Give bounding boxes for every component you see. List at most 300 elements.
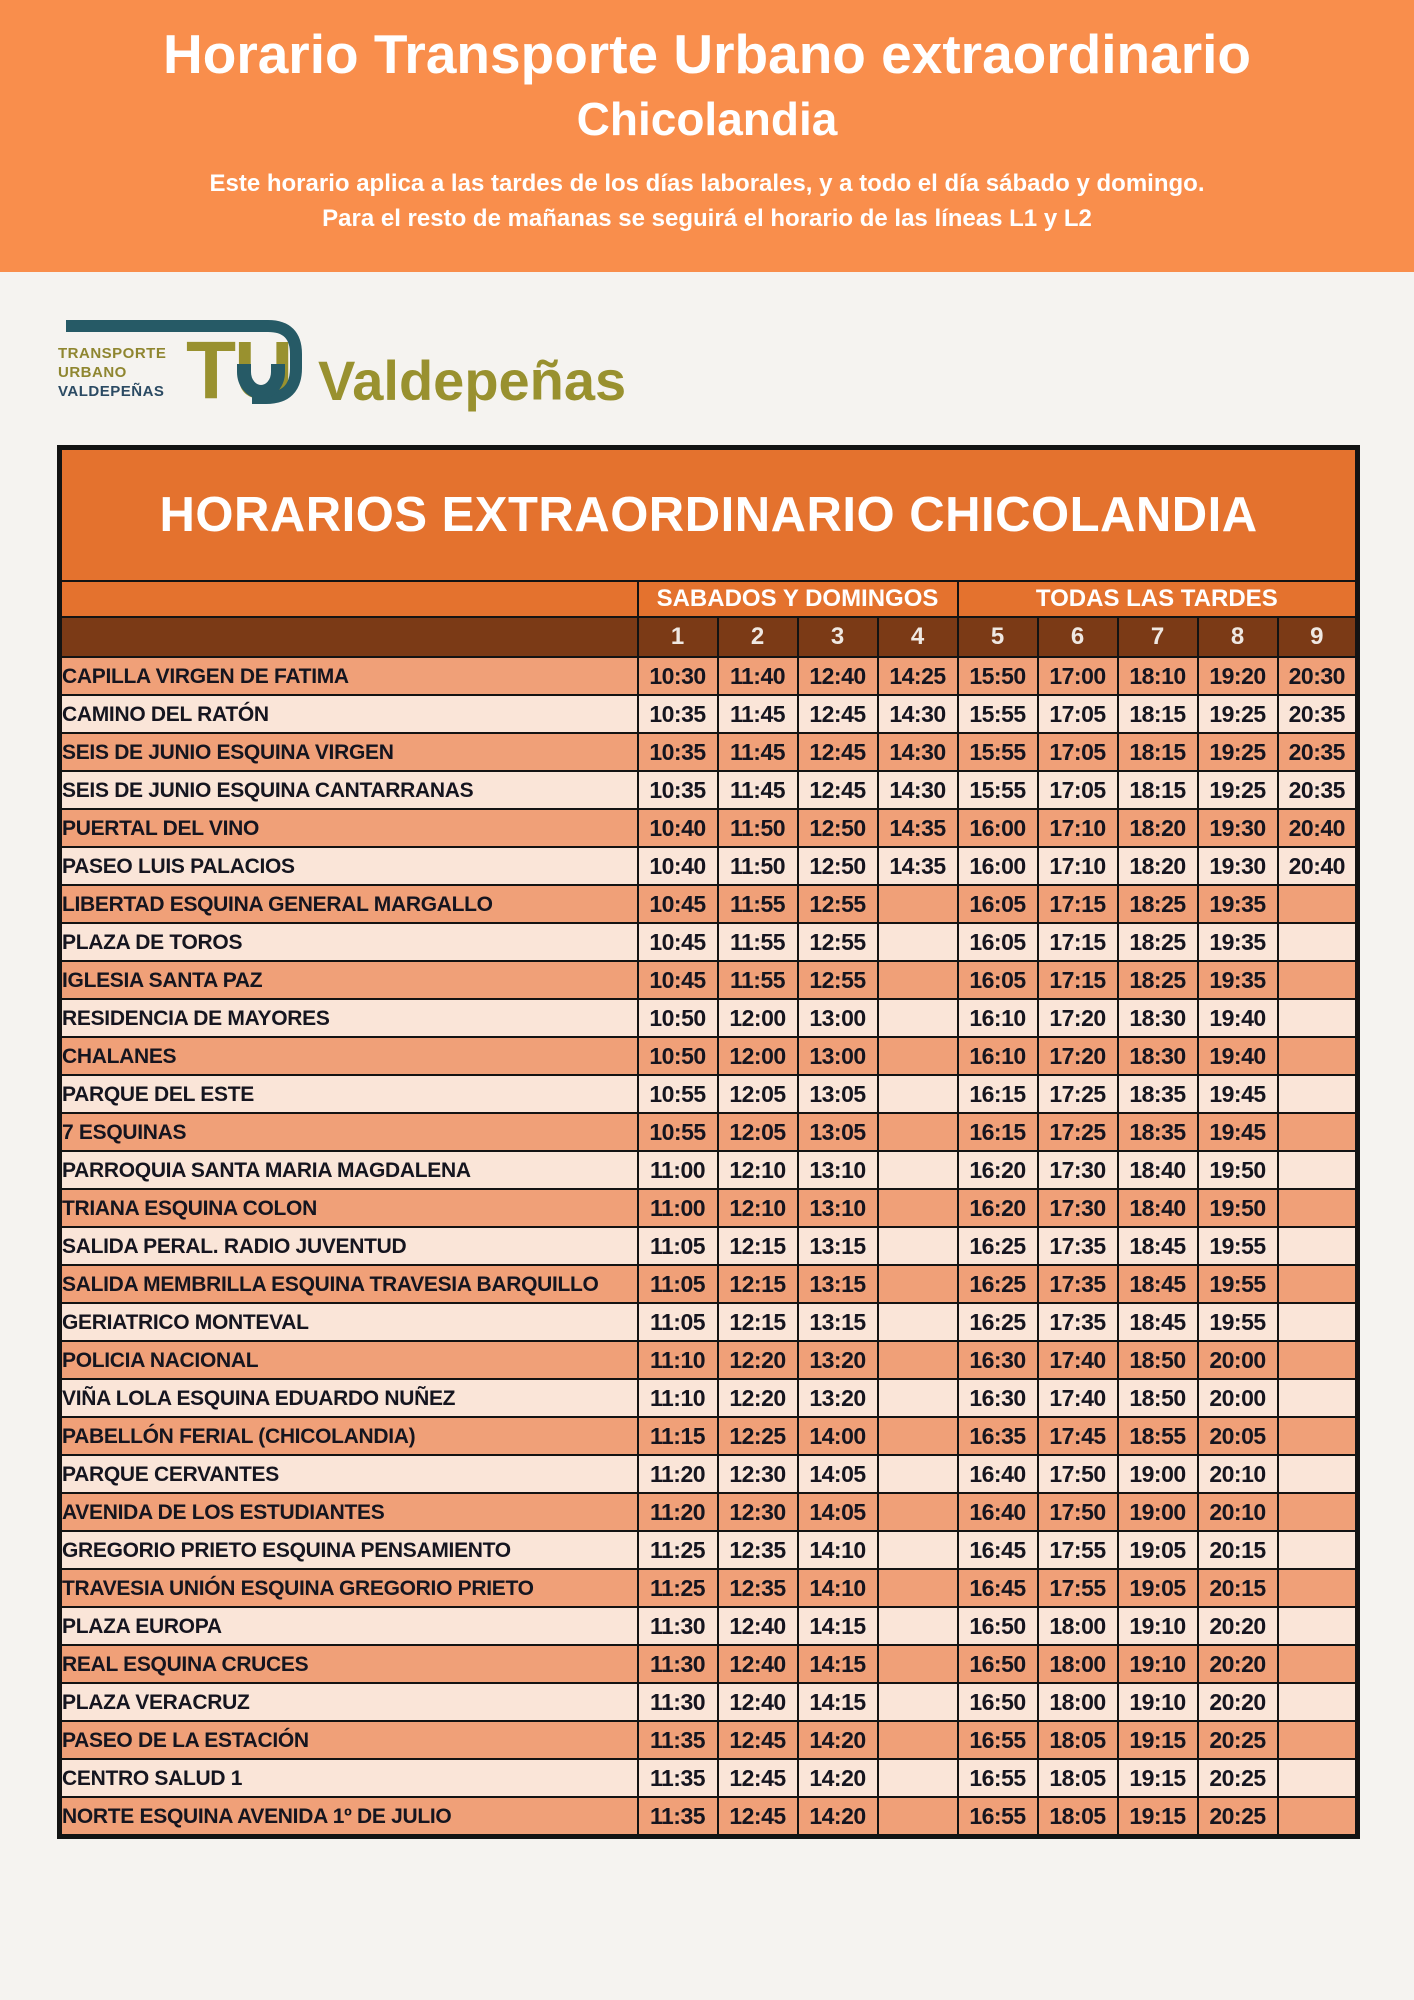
time-cell: 19:30 bbox=[1198, 847, 1278, 885]
time-cell: 12:45 bbox=[798, 695, 878, 733]
time-cell: 12:45 bbox=[798, 733, 878, 771]
column-number: 6 bbox=[1038, 617, 1118, 657]
time-cell: 14:30 bbox=[878, 733, 958, 771]
table-row bbox=[60, 733, 1358, 771]
empty-time-cell bbox=[1278, 1113, 1358, 1151]
empty-time-cell bbox=[878, 1189, 958, 1227]
time-cell: 17:20 bbox=[1038, 1037, 1118, 1075]
time-cell: 14:05 bbox=[798, 1455, 878, 1493]
column-number: 2 bbox=[718, 617, 798, 657]
table-row bbox=[60, 1303, 1358, 1341]
time-cell: 14:25 bbox=[878, 657, 958, 695]
time-cell: 12:55 bbox=[798, 961, 878, 999]
column-number: 4 bbox=[878, 617, 958, 657]
empty-time-cell bbox=[1278, 1645, 1358, 1683]
time-cell: 12:05 bbox=[718, 1113, 798, 1151]
time-cell: 16:40 bbox=[958, 1455, 1038, 1493]
empty-time-cell bbox=[878, 961, 958, 999]
time-cell: 15:55 bbox=[958, 771, 1038, 809]
time-cell: 17:50 bbox=[1038, 1455, 1118, 1493]
stop-name-cell: PUERTAL DEL VINO bbox=[60, 809, 638, 847]
time-cell: 11:50 bbox=[718, 847, 798, 885]
stop-name-cell: CENTRO SALUD 1 bbox=[60, 1759, 638, 1797]
table-row bbox=[60, 923, 1358, 961]
time-cell: 18:40 bbox=[1118, 1151, 1198, 1189]
time-cell: 14:20 bbox=[798, 1721, 878, 1759]
time-cell: 19:10 bbox=[1118, 1683, 1198, 1721]
time-cell: 14:20 bbox=[798, 1759, 878, 1797]
time-cell: 19:45 bbox=[1198, 1113, 1278, 1151]
stop-column-spacer bbox=[60, 581, 638, 617]
time-cell: 20:00 bbox=[1198, 1379, 1278, 1417]
time-cell: 11:05 bbox=[638, 1227, 718, 1265]
time-cell: 16:20 bbox=[958, 1151, 1038, 1189]
time-cell: 17:15 bbox=[1038, 885, 1118, 923]
time-cell: 17:15 bbox=[1038, 961, 1118, 999]
time-cell: 12:40 bbox=[718, 1607, 798, 1645]
time-cell: 12:55 bbox=[798, 885, 878, 923]
time-cell: 12:45 bbox=[718, 1721, 798, 1759]
time-cell: 16:55 bbox=[958, 1759, 1038, 1797]
time-cell: 18:40 bbox=[1118, 1189, 1198, 1227]
time-cell: 14:30 bbox=[878, 695, 958, 733]
time-cell: 13:05 bbox=[798, 1075, 878, 1113]
time-cell: 11:45 bbox=[718, 733, 798, 771]
time-cell: 12:05 bbox=[718, 1075, 798, 1113]
group-header-weekend: SABADOS Y DOMINGOS bbox=[638, 581, 958, 617]
time-cell: 11:40 bbox=[718, 657, 798, 695]
time-cell: 13:00 bbox=[798, 1037, 878, 1075]
time-cell: 18:50 bbox=[1118, 1341, 1198, 1379]
bus-route-logo-icon bbox=[56, 306, 676, 426]
time-cell: 18:25 bbox=[1118, 961, 1198, 999]
time-cell: 16:50 bbox=[958, 1683, 1038, 1721]
empty-time-cell bbox=[878, 1037, 958, 1075]
empty-time-cell bbox=[878, 1683, 958, 1721]
time-cell: 17:15 bbox=[1038, 923, 1118, 961]
time-cell: 18:10 bbox=[1118, 657, 1198, 695]
time-cell: 20:25 bbox=[1198, 1797, 1278, 1837]
empty-time-cell bbox=[1278, 1189, 1358, 1227]
time-cell: 12:15 bbox=[718, 1265, 798, 1303]
timetable-table bbox=[57, 445, 1360, 1839]
table-row bbox=[60, 847, 1358, 885]
schedule-note-2: Para el resto de mañanas se seguirá el horario de las líneas L1 y L2 bbox=[322, 204, 1092, 232]
time-cell: 17:55 bbox=[1038, 1569, 1118, 1607]
empty-time-cell bbox=[1278, 1037, 1358, 1075]
time-cell: 13:20 bbox=[798, 1379, 878, 1417]
time-cell: 19:20 bbox=[1198, 657, 1278, 695]
stop-name-cell: IGLESIA SANTA PAZ bbox=[60, 961, 638, 999]
time-cell: 18:30 bbox=[1118, 999, 1198, 1037]
empty-time-cell bbox=[878, 1265, 958, 1303]
column-number: 5 bbox=[958, 617, 1038, 657]
time-cell: 12:45 bbox=[718, 1797, 798, 1837]
empty-time-cell bbox=[878, 1455, 958, 1493]
time-cell: 19:25 bbox=[1198, 733, 1278, 771]
time-cell: 19:00 bbox=[1118, 1493, 1198, 1531]
table-row bbox=[60, 999, 1358, 1037]
time-cell: 12:15 bbox=[718, 1303, 798, 1341]
empty-time-cell bbox=[1278, 923, 1358, 961]
time-cell: 12:35 bbox=[718, 1531, 798, 1569]
time-cell: 11:50 bbox=[718, 809, 798, 847]
time-cell: 18:00 bbox=[1038, 1607, 1118, 1645]
time-cell: 18:45 bbox=[1118, 1227, 1198, 1265]
time-cell: 12:50 bbox=[798, 847, 878, 885]
time-cell: 16:20 bbox=[958, 1189, 1038, 1227]
time-cell: 19:10 bbox=[1118, 1645, 1198, 1683]
stop-name-cell: TRAVESIA UNIÓN ESQUINA GREGORIO PRIETO bbox=[60, 1569, 638, 1607]
time-cell: 19:45 bbox=[1198, 1075, 1278, 1113]
time-cell: 19:55 bbox=[1198, 1303, 1278, 1341]
time-cell: 16:55 bbox=[958, 1721, 1038, 1759]
table-row bbox=[60, 1759, 1358, 1797]
time-cell: 20:15 bbox=[1198, 1531, 1278, 1569]
time-cell: 11:45 bbox=[718, 771, 798, 809]
time-cell: 19:40 bbox=[1198, 999, 1278, 1037]
time-cell: 19:50 bbox=[1198, 1189, 1278, 1227]
time-cell: 18:35 bbox=[1118, 1113, 1198, 1151]
time-cell: 14:30 bbox=[878, 771, 958, 809]
stop-name-cell: TRIANA ESQUINA COLON bbox=[60, 1189, 638, 1227]
time-cell: 10:45 bbox=[638, 923, 718, 961]
time-cell: 11:55 bbox=[718, 885, 798, 923]
time-cell: 19:50 bbox=[1198, 1151, 1278, 1189]
time-cell: 19:05 bbox=[1118, 1569, 1198, 1607]
table-row bbox=[60, 1341, 1358, 1379]
stop-name-cell: SALIDA MEMBRILLA ESQUINA TRAVESIA BARQUILLO bbox=[60, 1265, 638, 1303]
time-cell: 17:40 bbox=[1038, 1341, 1118, 1379]
empty-time-cell bbox=[1278, 1227, 1358, 1265]
time-cell: 14:15 bbox=[798, 1683, 878, 1721]
page-title: Horario Transporte Urbano extraordinario bbox=[163, 23, 1251, 85]
time-cell: 16:00 bbox=[958, 847, 1038, 885]
table-row bbox=[60, 1645, 1358, 1683]
logo-monogram-u: U bbox=[234, 325, 294, 416]
time-cell: 11:55 bbox=[718, 961, 798, 999]
tu-valdepenas-logo bbox=[56, 306, 676, 426]
stop-name-cell: SEIS DE JUNIO ESQUINA VIRGEN bbox=[60, 733, 638, 771]
time-cell: 18:00 bbox=[1038, 1645, 1118, 1683]
time-cell: 16:05 bbox=[958, 923, 1038, 961]
time-cell: 13:00 bbox=[798, 999, 878, 1037]
time-cell: 10:45 bbox=[638, 961, 718, 999]
time-cell: 19:55 bbox=[1198, 1227, 1278, 1265]
logo-line-transporte: TRANSPORTE bbox=[58, 345, 167, 362]
table-row bbox=[60, 1607, 1358, 1645]
empty-time-cell bbox=[1278, 1759, 1358, 1797]
time-cell: 10:35 bbox=[638, 733, 718, 771]
stop-name-cell: PABELLÓN FERIAL (CHICOLANDIA) bbox=[60, 1417, 638, 1455]
empty-time-cell bbox=[1278, 999, 1358, 1037]
table-row bbox=[60, 1797, 1358, 1837]
time-cell: 17:50 bbox=[1038, 1493, 1118, 1531]
stop-name-cell: PARROQUIA SANTA MARIA MAGDALENA bbox=[60, 1151, 638, 1189]
empty-time-cell bbox=[878, 1113, 958, 1151]
time-cell: 10:40 bbox=[638, 809, 718, 847]
time-cell: 13:10 bbox=[798, 1151, 878, 1189]
logo-line-valdepenas: VALDEPEÑAS bbox=[58, 383, 165, 400]
time-cell: 20:35 bbox=[1278, 771, 1358, 809]
time-cell: 12:40 bbox=[718, 1645, 798, 1683]
time-cell: 17:40 bbox=[1038, 1379, 1118, 1417]
time-cell: 12:50 bbox=[798, 809, 878, 847]
time-cell: 16:45 bbox=[958, 1569, 1038, 1607]
table-title: HORARIOS EXTRAORDINARIO CHICOLANDIA bbox=[60, 448, 1358, 582]
time-cell: 19:35 bbox=[1198, 961, 1278, 999]
time-cell: 14:20 bbox=[798, 1797, 878, 1837]
stop-name-cell: PARQUE CERVANTES bbox=[60, 1455, 638, 1493]
time-cell: 16:15 bbox=[958, 1113, 1038, 1151]
table-row bbox=[60, 1721, 1358, 1759]
time-cell: 16:25 bbox=[958, 1265, 1038, 1303]
time-cell: 11:30 bbox=[638, 1607, 718, 1645]
time-cell: 14:35 bbox=[878, 847, 958, 885]
time-cell: 16:50 bbox=[958, 1645, 1038, 1683]
header-banner bbox=[0, 0, 1414, 272]
time-cell: 16:15 bbox=[958, 1075, 1038, 1113]
time-cell: 17:25 bbox=[1038, 1075, 1118, 1113]
stop-name-cell: SALIDA PERAL. RADIO JUVENTUD bbox=[60, 1227, 638, 1265]
table-row bbox=[60, 1531, 1358, 1569]
empty-time-cell bbox=[1278, 1341, 1358, 1379]
time-cell: 11:10 bbox=[638, 1341, 718, 1379]
time-cell: 10:40 bbox=[638, 847, 718, 885]
time-cell: 18:55 bbox=[1118, 1417, 1198, 1455]
empty-time-cell bbox=[878, 999, 958, 1037]
stop-name-cell: PLAZA VERACRUZ bbox=[60, 1683, 638, 1721]
time-cell: 12:10 bbox=[718, 1189, 798, 1227]
logo-monogram-t: T bbox=[186, 325, 237, 416]
time-cell: 17:30 bbox=[1038, 1151, 1118, 1189]
empty-time-cell bbox=[1278, 1797, 1358, 1837]
time-cell: 19:10 bbox=[1118, 1607, 1198, 1645]
schedule-note-1: Este horario aplica a las tardes de los días laborales, y a todo el día sábado y domingo. bbox=[209, 169, 1205, 197]
empty-time-cell bbox=[878, 1417, 958, 1455]
stop-name-cell: 7 ESQUINAS bbox=[60, 1113, 638, 1151]
stop-name-cell: SEIS DE JUNIO ESQUINA CANTARRANAS bbox=[60, 771, 638, 809]
time-cell: 17:10 bbox=[1038, 809, 1118, 847]
logo-wordmark: Valdepeñas bbox=[318, 349, 627, 412]
empty-time-cell bbox=[1278, 1455, 1358, 1493]
empty-time-cell bbox=[878, 1721, 958, 1759]
stop-name-cell: POLICIA NACIONAL bbox=[60, 1341, 638, 1379]
time-cell: 19:15 bbox=[1118, 1721, 1198, 1759]
time-cell: 13:05 bbox=[798, 1113, 878, 1151]
time-cell: 12:20 bbox=[718, 1379, 798, 1417]
table-row bbox=[60, 1037, 1358, 1075]
time-cell: 13:10 bbox=[798, 1189, 878, 1227]
stop-name-cell: LIBERTAD ESQUINA GENERAL MARGALLO bbox=[60, 885, 638, 923]
empty-time-cell bbox=[1278, 1075, 1358, 1113]
stop-name-cell: CHALANES bbox=[60, 1037, 638, 1075]
empty-time-cell bbox=[1278, 1531, 1358, 1569]
table-row bbox=[60, 809, 1358, 847]
time-cell: 20:40 bbox=[1278, 809, 1358, 847]
time-cell: 20:10 bbox=[1198, 1455, 1278, 1493]
time-cell: 13:15 bbox=[798, 1303, 878, 1341]
time-cell: 12:10 bbox=[718, 1151, 798, 1189]
column-number: 3 bbox=[798, 617, 878, 657]
time-cell: 17:20 bbox=[1038, 999, 1118, 1037]
time-cell: 11:20 bbox=[638, 1455, 718, 1493]
time-cell: 12:40 bbox=[798, 657, 878, 695]
empty-time-cell bbox=[878, 1607, 958, 1645]
timetable-body bbox=[60, 657, 1358, 1837]
time-cell: 20:40 bbox=[1278, 847, 1358, 885]
time-cell: 15:55 bbox=[958, 733, 1038, 771]
time-cell: 12:00 bbox=[718, 1037, 798, 1075]
stop-name-cell: PLAZA EUROPA bbox=[60, 1607, 638, 1645]
time-cell: 16:30 bbox=[958, 1341, 1038, 1379]
time-cell: 18:00 bbox=[1038, 1683, 1118, 1721]
empty-time-cell bbox=[1278, 961, 1358, 999]
stop-column-spacer bbox=[60, 617, 638, 657]
time-cell: 11:45 bbox=[718, 695, 798, 733]
stop-name-cell: PLAZA DE TOROS bbox=[60, 923, 638, 961]
column-number: 7 bbox=[1118, 617, 1198, 657]
table-row bbox=[60, 695, 1358, 733]
time-cell: 20:25 bbox=[1198, 1721, 1278, 1759]
time-cell: 19:00 bbox=[1118, 1455, 1198, 1493]
time-cell: 19:35 bbox=[1198, 885, 1278, 923]
time-cell: 18:15 bbox=[1118, 695, 1198, 733]
time-cell: 16:45 bbox=[958, 1531, 1038, 1569]
time-cell: 16:10 bbox=[958, 1037, 1038, 1075]
time-cell: 17:35 bbox=[1038, 1303, 1118, 1341]
time-cell: 10:35 bbox=[638, 695, 718, 733]
empty-time-cell bbox=[1278, 1417, 1358, 1455]
time-cell: 19:15 bbox=[1118, 1759, 1198, 1797]
time-cell: 10:55 bbox=[638, 1113, 718, 1151]
time-cell: 11:25 bbox=[638, 1569, 718, 1607]
column-number: 9 bbox=[1278, 617, 1358, 657]
time-cell: 16:55 bbox=[958, 1797, 1038, 1837]
time-cell: 11:35 bbox=[638, 1797, 718, 1837]
time-cell: 11:55 bbox=[718, 923, 798, 961]
stop-name-cell: REAL ESQUINA CRUCES bbox=[60, 1645, 638, 1683]
time-cell: 20:20 bbox=[1198, 1683, 1278, 1721]
stop-name-cell: GERIATRICO MONTEVAL bbox=[60, 1303, 638, 1341]
time-cell: 12:40 bbox=[718, 1683, 798, 1721]
time-cell: 20:35 bbox=[1278, 733, 1358, 771]
time-cell: 19:55 bbox=[1198, 1265, 1278, 1303]
time-cell: 15:50 bbox=[958, 657, 1038, 695]
empty-time-cell bbox=[878, 1493, 958, 1531]
table-row bbox=[60, 1569, 1358, 1607]
time-cell: 20:35 bbox=[1278, 695, 1358, 733]
time-cell: 12:20 bbox=[718, 1341, 798, 1379]
time-cell: 16:25 bbox=[958, 1227, 1038, 1265]
empty-time-cell bbox=[1278, 1569, 1358, 1607]
time-cell: 13:15 bbox=[798, 1227, 878, 1265]
time-cell: 11:00 bbox=[638, 1189, 718, 1227]
table-row bbox=[60, 1683, 1358, 1721]
time-cell: 16:30 bbox=[958, 1379, 1038, 1417]
empty-time-cell bbox=[878, 1227, 958, 1265]
time-cell: 17:55 bbox=[1038, 1531, 1118, 1569]
time-cell: 13:20 bbox=[798, 1341, 878, 1379]
column-number: 8 bbox=[1198, 617, 1278, 657]
empty-time-cell bbox=[1278, 1683, 1358, 1721]
group-header-afternoons: TODAS LAS TARDES bbox=[958, 581, 1358, 617]
table-row bbox=[60, 1075, 1358, 1113]
time-cell: 13:15 bbox=[798, 1265, 878, 1303]
time-cell: 11:15 bbox=[638, 1417, 718, 1455]
table-row bbox=[60, 657, 1358, 695]
time-cell: 16:10 bbox=[958, 999, 1038, 1037]
time-cell: 14:15 bbox=[798, 1645, 878, 1683]
empty-time-cell bbox=[1278, 1379, 1358, 1417]
time-cell: 20:05 bbox=[1198, 1417, 1278, 1455]
empty-time-cell bbox=[1278, 1151, 1358, 1189]
time-cell: 11:30 bbox=[638, 1645, 718, 1683]
time-cell: 14:00 bbox=[798, 1417, 878, 1455]
table-row bbox=[60, 1151, 1358, 1189]
time-cell: 19:25 bbox=[1198, 695, 1278, 733]
logo-line-urbano: URBANO bbox=[58, 364, 127, 381]
empty-time-cell bbox=[1278, 1265, 1358, 1303]
time-cell: 17:05 bbox=[1038, 771, 1118, 809]
time-cell: 18:45 bbox=[1118, 1265, 1198, 1303]
time-cell: 10:55 bbox=[638, 1075, 718, 1113]
table-row bbox=[60, 1379, 1358, 1417]
time-cell: 12:55 bbox=[798, 923, 878, 961]
empty-time-cell bbox=[1278, 885, 1358, 923]
time-cell: 19:35 bbox=[1198, 923, 1278, 961]
time-cell: 12:00 bbox=[718, 999, 798, 1037]
time-cell: 16:05 bbox=[958, 961, 1038, 999]
stop-name-cell: AVENIDA DE LOS ESTUDIANTES bbox=[60, 1493, 638, 1531]
time-cell: 18:25 bbox=[1118, 885, 1198, 923]
time-cell: 12:35 bbox=[718, 1569, 798, 1607]
empty-time-cell bbox=[1278, 1607, 1358, 1645]
time-cell: 11:05 bbox=[638, 1303, 718, 1341]
time-cell: 10:35 bbox=[638, 771, 718, 809]
time-cell: 20:15 bbox=[1198, 1569, 1278, 1607]
time-cell: 18:50 bbox=[1118, 1379, 1198, 1417]
time-cell: 16:35 bbox=[958, 1417, 1038, 1455]
stop-name-cell: GREGORIO PRIETO ESQUINA PENSAMIENTO bbox=[60, 1531, 638, 1569]
time-cell: 15:55 bbox=[958, 695, 1038, 733]
page-subtitle: Chicolandia bbox=[576, 92, 838, 145]
time-cell: 12:30 bbox=[718, 1455, 798, 1493]
table-row bbox=[60, 1455, 1358, 1493]
empty-time-cell bbox=[1278, 1493, 1358, 1531]
time-cell: 11:20 bbox=[638, 1493, 718, 1531]
empty-time-cell bbox=[878, 1151, 958, 1189]
time-cell: 17:10 bbox=[1038, 847, 1118, 885]
time-cell: 17:30 bbox=[1038, 1189, 1118, 1227]
time-cell: 19:40 bbox=[1198, 1037, 1278, 1075]
empty-time-cell bbox=[878, 1797, 958, 1837]
time-cell: 11:25 bbox=[638, 1531, 718, 1569]
time-cell: 18:30 bbox=[1118, 1037, 1198, 1075]
time-cell: 12:15 bbox=[718, 1227, 798, 1265]
column-numbers-row bbox=[60, 617, 1358, 657]
empty-time-cell bbox=[878, 885, 958, 923]
table-row bbox=[60, 961, 1358, 999]
empty-time-cell bbox=[878, 923, 958, 961]
empty-time-cell bbox=[878, 1341, 958, 1379]
table-row bbox=[60, 771, 1358, 809]
time-cell: 18:15 bbox=[1118, 733, 1198, 771]
time-cell: 17:45 bbox=[1038, 1417, 1118, 1455]
time-cell: 17:25 bbox=[1038, 1113, 1118, 1151]
empty-time-cell bbox=[878, 1645, 958, 1683]
time-cell: 11:05 bbox=[638, 1265, 718, 1303]
